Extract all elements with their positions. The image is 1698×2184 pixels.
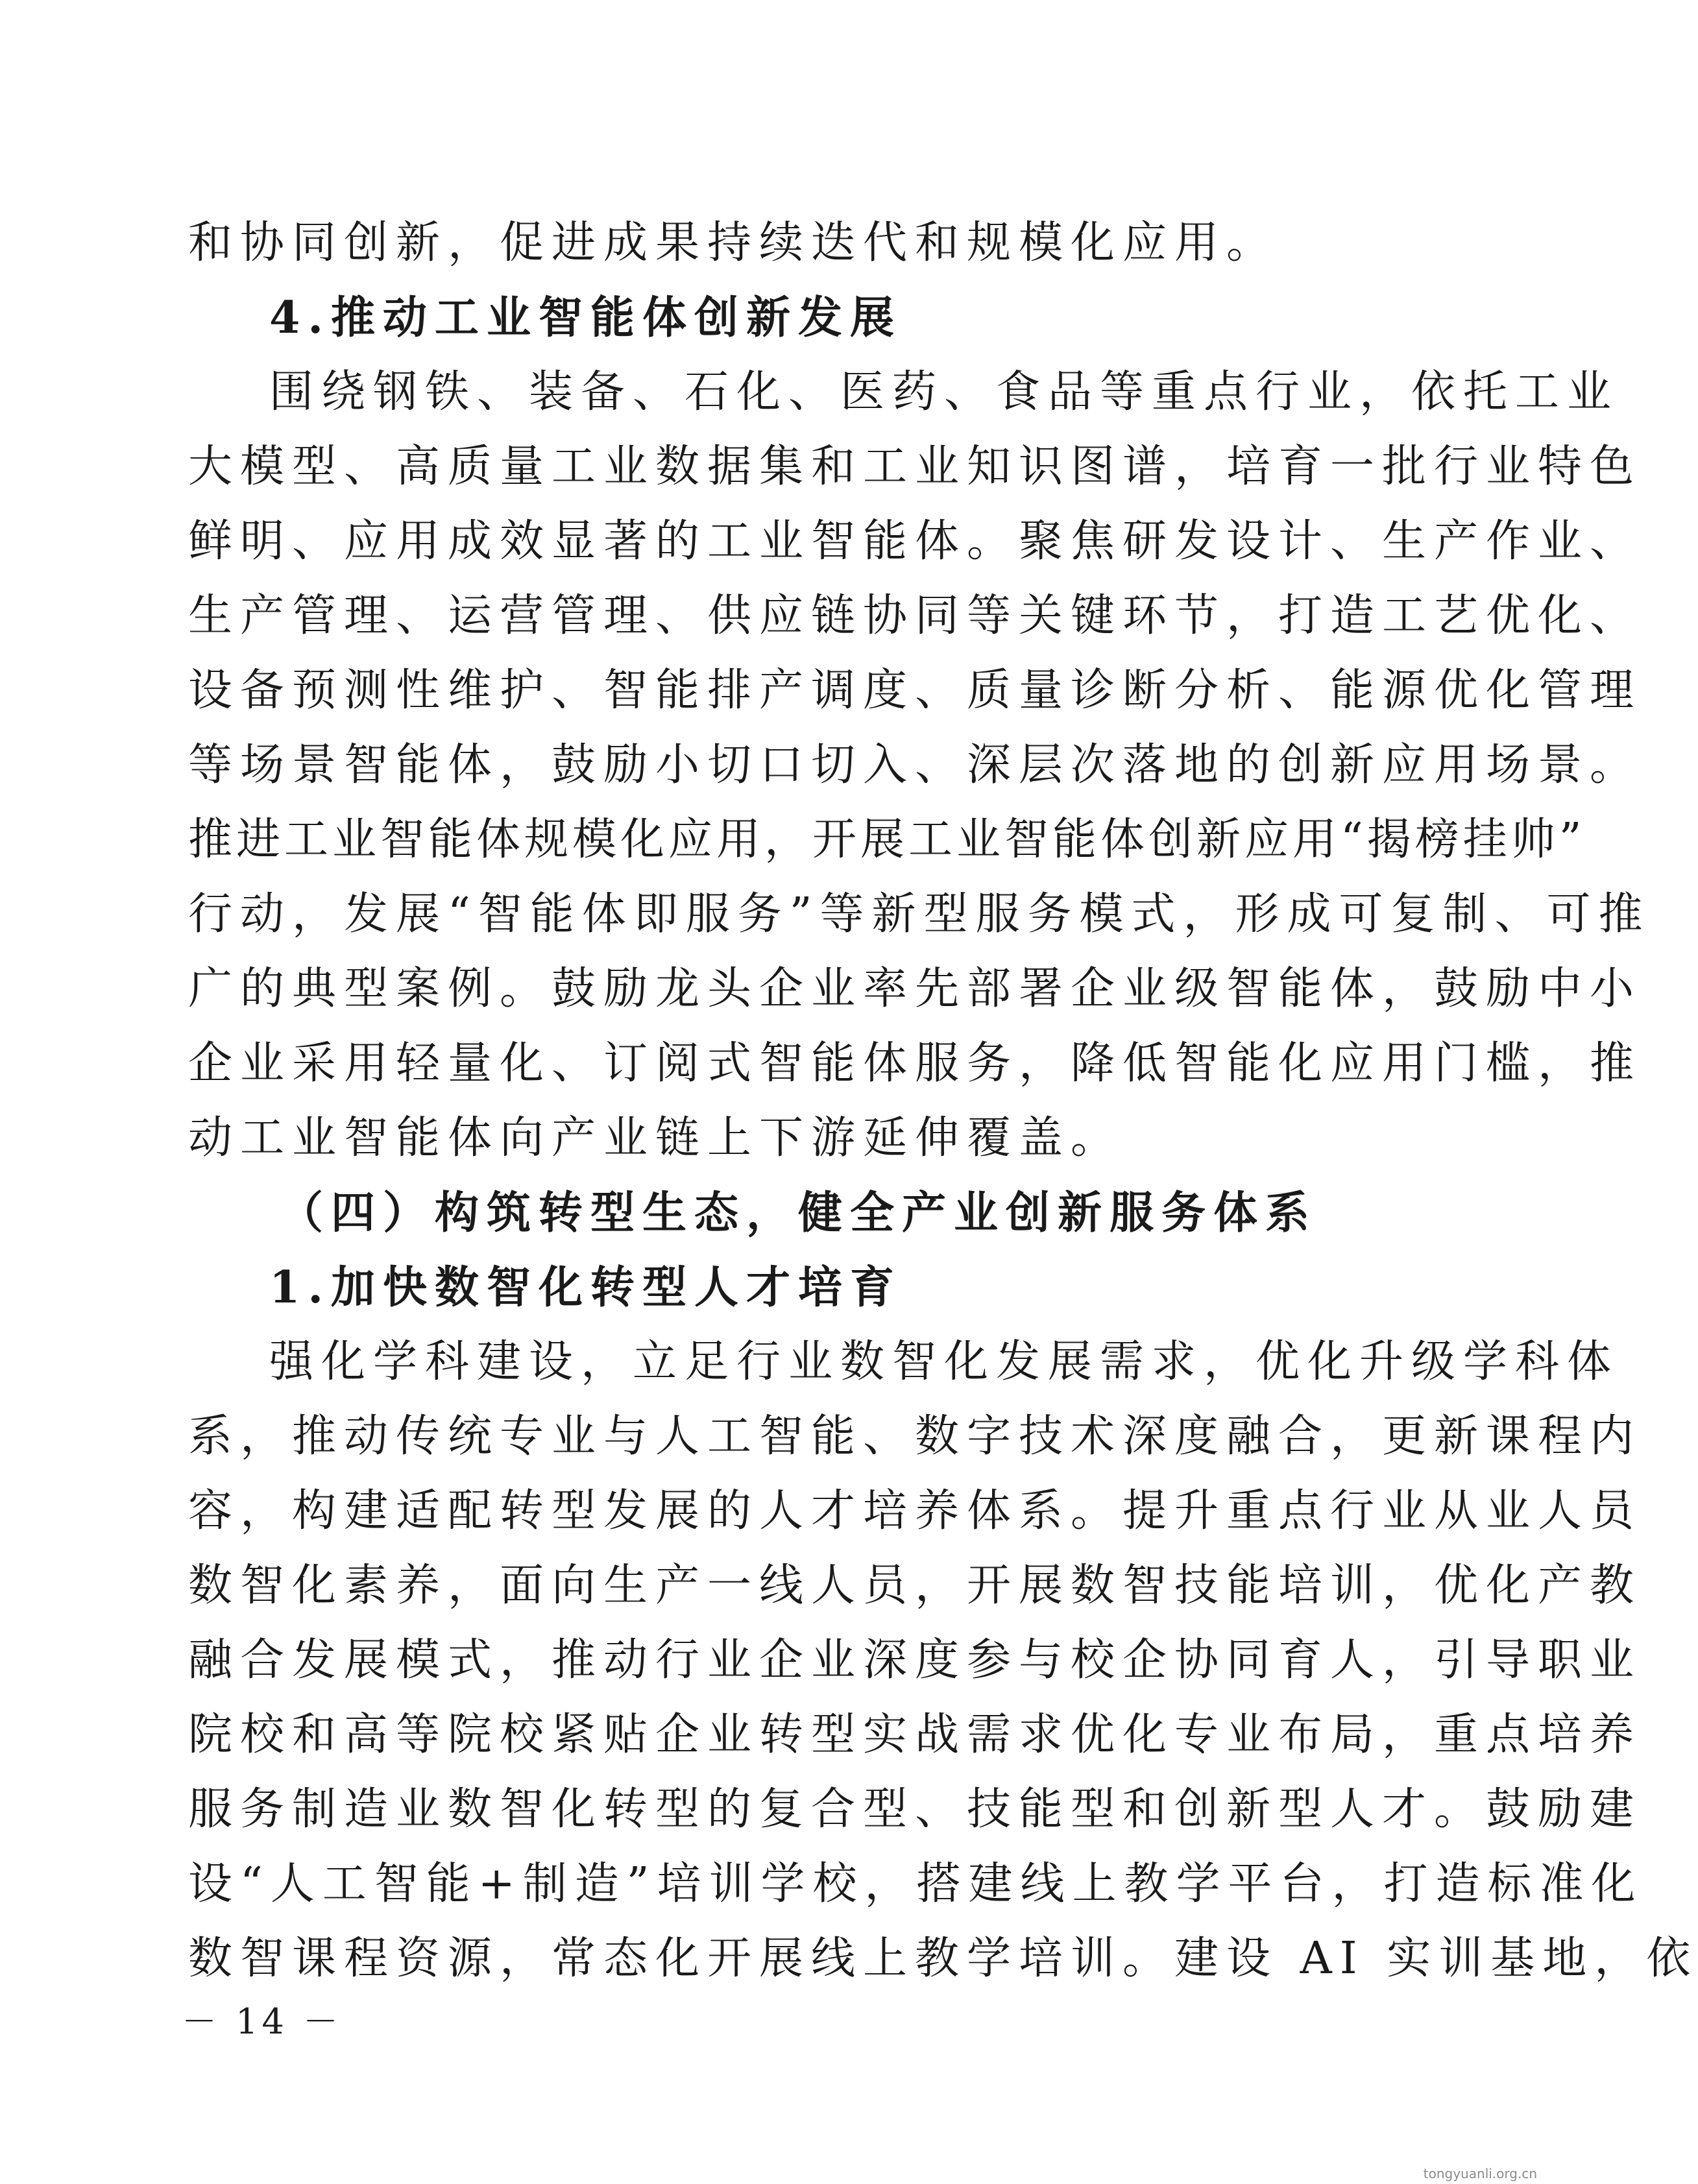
paragraph-line: 数智化素养，面向生产一线人员，开展数智技能培训，优化产教 <box>188 1560 1642 1611</box>
paragraph-line: 等场景智能体，鼓励小切口切入、深层次落地的创新应用场景。 <box>188 739 1642 791</box>
paragraph-line: 广的典型案例。鼓励龙头企业率先部署企业级智能体，鼓励中小 <box>188 963 1642 1014</box>
paragraph-line: 大模型、高质量工业数据集和工业知识图谱，培育一批行业特色 <box>188 441 1642 492</box>
paragraph-line: 企业采用轻量化、订阅式智能体服务，降低智能化应用门槛，推 <box>188 1038 1642 1089</box>
section-heading: 1.加快数智化转型人才培育 <box>269 1262 902 1314</box>
paragraph-line: 院校和高等院校紧贴企业转型实战需求优化专业布局，重点培养 <box>188 1709 1642 1760</box>
paragraph-line: 数智课程资源，常态化开展线上教学培训。建设 AI 实训基地，依 <box>188 1933 1698 1984</box>
paragraph-line: 容，构建适配转型发展的人才培养体系。提升重点行业从业人员 <box>188 1485 1642 1537</box>
paragraph-line: 融合发展模式，推动行业企业深度参与校企协同育人，引导职业 <box>188 1635 1642 1686</box>
section-heading: 4.推动工业智能体创新发展 <box>269 292 902 344</box>
paragraph-line: 服务制造业数智化转型的复合型、技能型和创新型人才。鼓励建 <box>188 1784 1642 1835</box>
paragraph-line: 系，推动传统专业与人工智能、数字技术深度融合，更新课程内 <box>188 1411 1642 1462</box>
paragraph-line: 强化学科建设，立足行业数智化发展需求，优化升级学科体 <box>269 1336 1619 1387</box>
paragraph-line: 和协同创新，促进成果持续迭代和规模化应用。 <box>188 217 1279 269</box>
paragraph-line: 行动，发展“智能体即服务”等新型服务模式，形成可复制、可推 <box>188 889 1651 940</box>
paragraph-line: 设“人工智能+制造”培训学校，搭建线上教学平台，打造标准化 <box>188 1858 1643 1910</box>
paragraph-line: 推进工业智能体规模化应用，开展工业智能体创新应用“揭榜挂帅” <box>188 814 1586 865</box>
watermark-text: tongyuanli.org.cn <box>1423 2166 1537 2181</box>
chapter-heading: （四）构筑转型生态，健全产业创新服务体系 <box>279 1187 1318 1239</box>
page-number: － 14 － <box>182 2001 343 2042</box>
paragraph-line: 设备预测性维护、智能排产调度、质量诊断分析、能源优化管理 <box>188 665 1642 716</box>
paragraph-line: 动工业智能体向产业链上下游延伸覆盖。 <box>188 1112 1123 1164</box>
paragraph-line: 生产管理、运营管理、供应链协同等关键环节，打造工艺优化、 <box>188 590 1642 642</box>
paragraph-line: 鲜明、应用成效显著的工业智能体。聚焦研发设计、生产作业、 <box>188 516 1642 567</box>
paragraph-line: 围绕钢铁、装备、石化、医药、食品等重点行业，依托工业 <box>269 366 1619 418</box>
